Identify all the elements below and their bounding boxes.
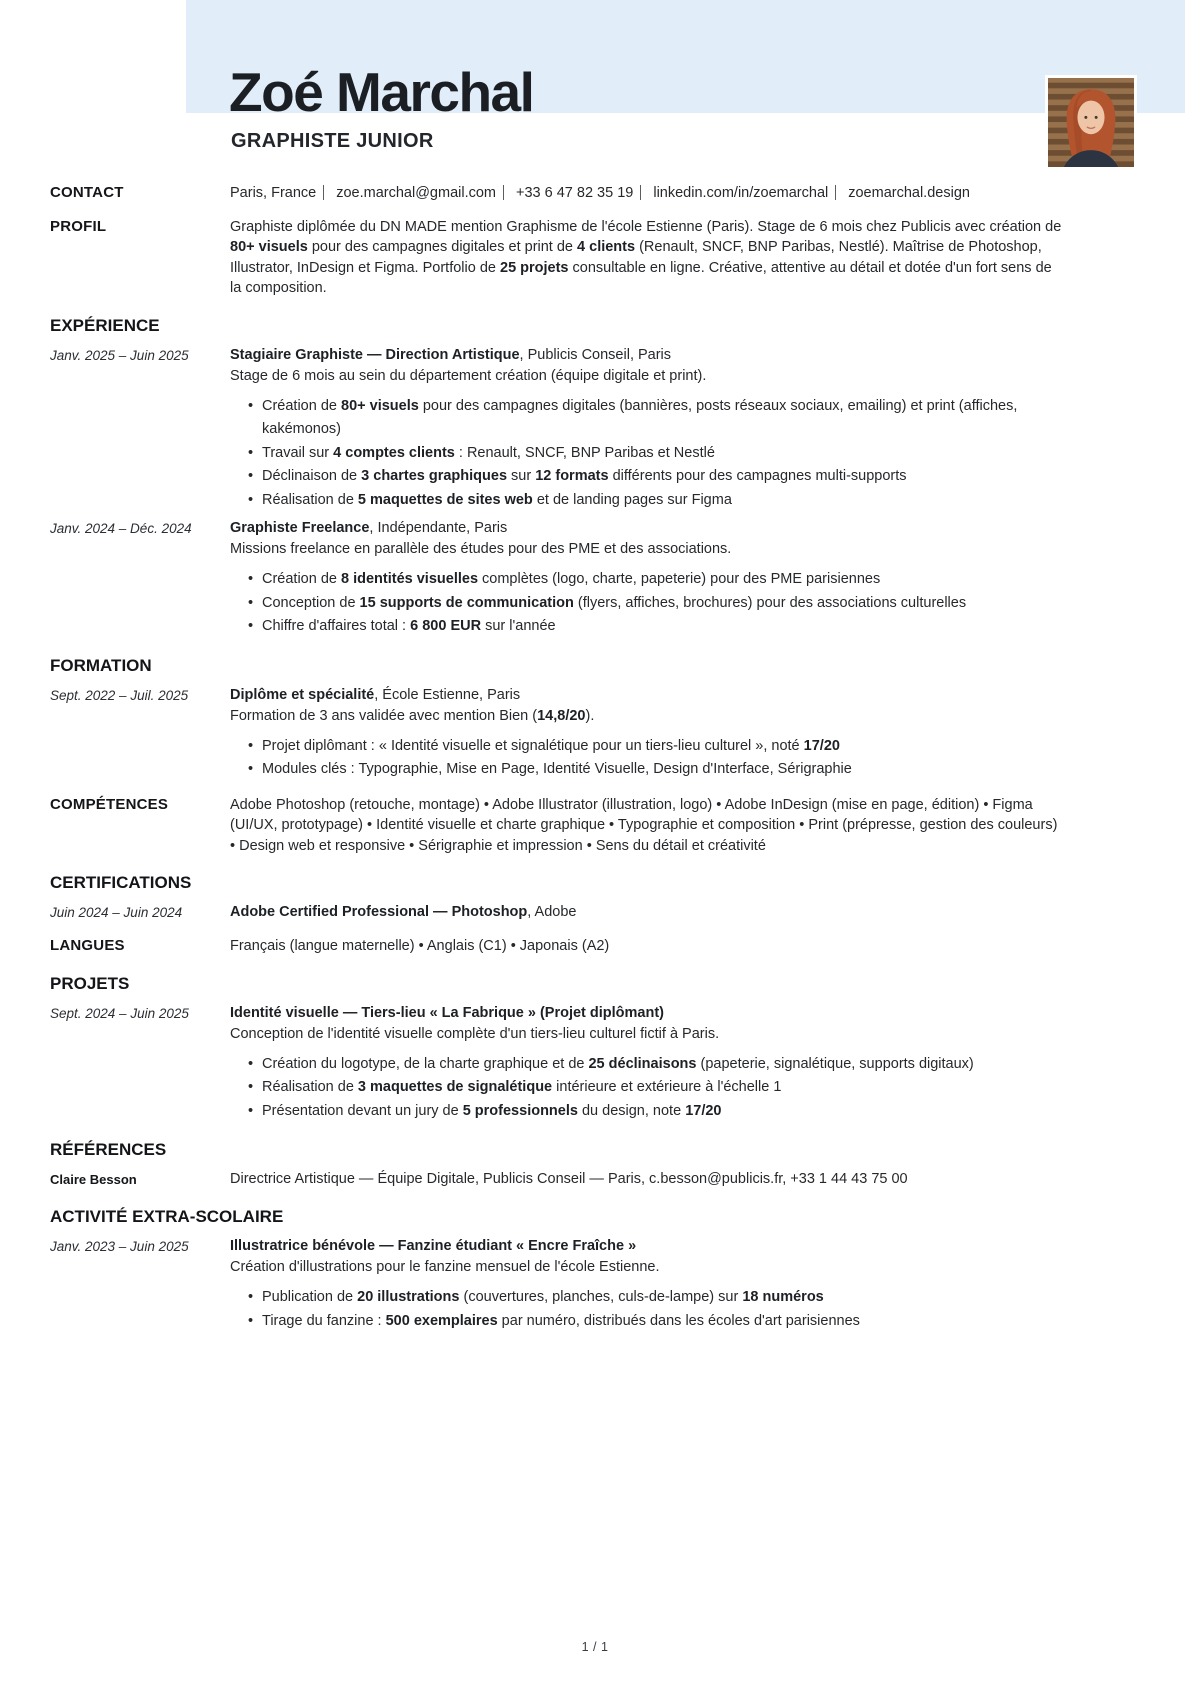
job-title: Stagiaire Graphiste — Direction Artistique, Publicis Conseil, Paris [230,346,672,363]
contact-label: CONTACT [50,184,124,201]
entry-dates: Sept. 2024 – Juin 2025 [50,1005,189,1021]
activite-bullet: • Publication de 20 illustrations (couvertures, planches, culs-de-lampe) sur 18 numéros [262,1286,1063,1310]
activite-title: Illustratrice bénévole — Fanzine étudiant « Encre Fraîche » [230,1238,637,1254]
job-bullet: • Chiffre d'affaires total : 6 800 EUR sur l'année [262,615,1063,639]
langues-text: Français (langue maternelle) • Anglais (C1) • Japonais (A2) [230,938,610,954]
portrait-illustration [1048,78,1134,167]
langues-label: LANGUES [50,937,125,954]
projet-bullet: • Réalisation de 3 maquettes de signalétique intérieure et extérieure à l'échelle 1 [262,1076,1063,1100]
activite-entry [50,1236,1063,1333]
job-bullet: • Réalisation de 5 maquettes de sites web et de landing pages sur Figma [262,489,1063,513]
entry-dates: Juin 2024 – Juin 2024 [50,905,183,920]
projet-subtitle: Conception de l'identité visuelle complète d'un tiers-lieu culturel fictif à Paris. [230,1025,720,1042]
entry-dates: Janv. 2025 – Juin 2025 [50,347,189,363]
contact-separator [323,185,324,200]
section-header-experience: EXPÉRIENCE [50,315,160,335]
contact-website: zoemarchal.design [848,185,970,201]
contact-separator [503,185,504,200]
section-header-certifications: CERTIFICATIONS [50,873,192,892]
job-bullet-list [262,568,1063,639]
profil-section [50,217,1063,299]
profile-photo [1045,75,1137,170]
contact-separator [640,185,641,200]
langues-section [50,936,1063,957]
person-job-title: GRAPHISTE JUNIOR [231,130,434,152]
entry-dates: Sept. 2022 – Juil. 2025 [50,687,189,703]
contact-location: Paris, France [230,185,317,201]
reference-name: Claire Besson [50,1172,137,1187]
contact-phone: +33 6 47 82 35 19 [516,185,634,201]
job-subtitle: Missions freelance en parallèle des études pour des PME et des associations. [230,541,732,557]
section-header-projets: PROJETS [50,973,130,993]
projet-bullet-list [262,1053,1063,1124]
entry-dates: Janv. 2024 – Déc. 2024 [50,521,192,536]
competences-section [50,795,1063,857]
job-title: Graphiste Freelance, Indépendante, Paris [230,520,508,536]
contact-linkedin: linkedin.com/in/zoemarchal [653,185,829,201]
contact-separator [835,185,836,200]
job-bullet: • Création de 80+ visuels pour des campagnes digitales (bannières, posts réseaux sociaux, emailing) et print (affiches, kakémonos) [262,395,1063,442]
degree-subtitle: Formation de 3 ans validée avec mention Bien (14,8/20). [230,707,595,724]
job-bullet: • Travail sur 4 comptes clients : Renault, SNCF, BNP Paribas et Nestlé [262,442,1063,466]
job-subtitle: Stage de 6 mois au sein du département création (équipe digitale et print). [230,367,707,384]
job-bullet: • Déclinaison de 3 chartes graphiques sur 12 formats différents pour des campagnes multi-supports [262,465,1063,489]
degree-bullet-list [262,735,1063,782]
certification-title: Adobe Certified Professional — Photoshop, Adobe [230,904,577,920]
reference-details: Directrice Artistique — Équipe Digitale, Publicis Conseil — Paris, c.besson@publicis.fr, +33 1 44 43 75 00 [230,1171,908,1187]
formation-entry [50,685,1063,782]
resume-body [50,183,1063,1339]
section-header-formation: FORMATION [50,655,152,675]
entry-dates: Janv. 2023 – Juin 2025 [50,1239,189,1254]
page-number: 1 / 1 [581,1640,609,1654]
degree-bullet: • Modules clés : Typographie, Mise en Page, Identité Visuelle, Design d'Interface, Sérigraphie [262,758,1063,782]
degree-bullet: • Projet diplômant : « Identité visuelle et signalétique pour un tiers-lieu culturel », noté 17/20 [262,735,1063,759]
projet-entry [50,1003,1063,1124]
degree-title: Diplôme et spécialité, École Estienne, Paris [230,686,521,703]
profil-label: PROFIL [50,217,107,235]
reference-entry [50,1169,1063,1190]
section-header-references: RÉFÉRENCES [50,1140,167,1159]
job-bullet: • Création de 8 identités visuelles complètes (logo, charte, papeterie) pour des PME parisiennes [262,568,1063,592]
experience-entry-freelance [50,518,1063,639]
activite-bullet: • Tirage du fanzine : 500 exemplaires par numéro, distribués dans les écoles d'art parisiennes [262,1310,1063,1334]
person-name: Zoé Marchal [229,61,534,123]
contact-section [50,183,1063,204]
contact-line [230,183,1063,204]
section-header-activite: ACTIVITÉ EXTRA-SCOLAIRE [50,1207,284,1226]
certification-entry [50,902,1063,923]
job-bullet-list [262,395,1063,513]
activite-bullet-list [262,1286,1063,1333]
activite-subtitle: Création d'illustrations pour le fanzine mensuel de l'école Estienne. [230,1259,660,1275]
job-bullet: • Conception de 15 supports de communication (flyers, affiches, brochures) pour des associations culturelles [262,592,1063,616]
experience-entry-publicis [50,345,1063,513]
profil-text: Graphiste diplômée du DN MADE mention Graphisme de l'école Estienne (Paris). Stage de 6 mois chez Publicis avec création de 80+ visuels pour des campagnes digitales et print de 4 clients (Renault, SNCF, BNP Paribas, Nestlé). Maîtrise de Photoshop, Illustrator, InDesign et Figma. Portfolio de 25 projets consultable en ligne. Créative, attentive au détail et dotée d'un fort sens de la composition. [230,218,1062,296]
competences-label: COMPÉTENCES [50,795,169,813]
projet-bullet: • Création du logotype, de la charte graphique et de 25 déclinaisons (papeterie, signalétique, supports digitaux) [262,1053,1063,1077]
contact-email: zoe.marchal@gmail.com [336,185,497,201]
projet-title: Identité visuelle — Tiers-lieu « La Fabrique » (Projet diplômant) [230,1004,665,1021]
projet-bullet: • Présentation devant un jury de 5 professionnels du design, note 17/20 [262,1100,1063,1124]
competences-text: Adobe Photoshop (retouche, montage) • Adobe Illustrator (illustration, logo) • Adobe InDesign (mise en page, édition) • Figma (UI/UX, prototypage) • Identité visuelle et charte graphique • Typographie et composition • Print (prépresse, gestion des couleurs) • Design web et responsive • Sérigraphie et impression • Sens du détail et créativité [230,796,1058,854]
